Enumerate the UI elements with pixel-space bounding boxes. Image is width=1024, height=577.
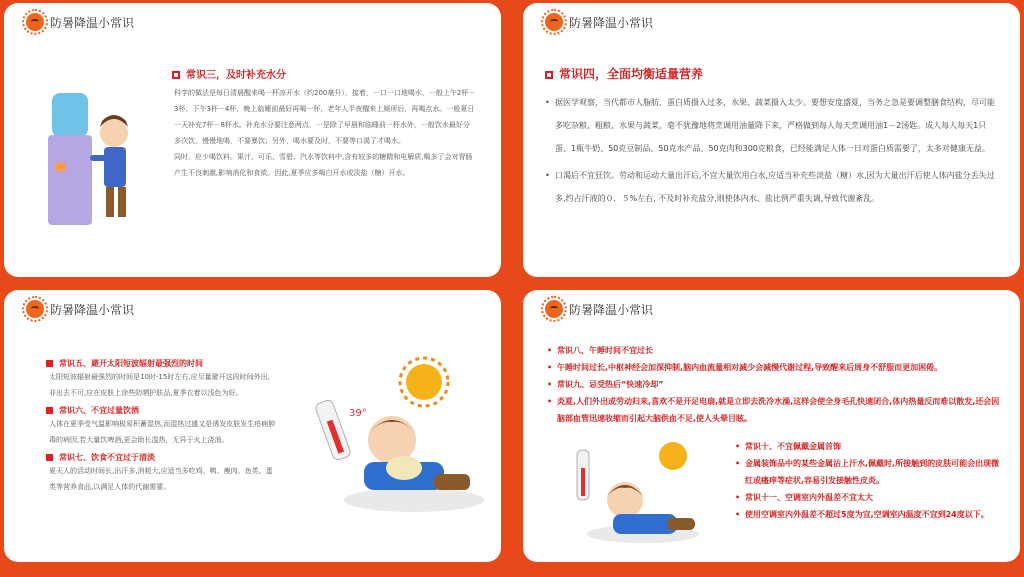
slide-header [26, 13, 134, 31]
slide-4[interactable] [523, 290, 1020, 562]
sleeping-boy-illustration [304, 350, 484, 520]
sun-icon [26, 13, 44, 31]
slide-header [26, 300, 134, 318]
slide-header [545, 300, 653, 318]
title-marker-icon [172, 71, 180, 79]
list-item: • 常识十、不宜佩戴金属首饰 [735, 438, 1003, 455]
section-title: 常识七、饮食不宜过于清淡 [46, 452, 276, 463]
sun-icon [26, 300, 44, 318]
slide-bullet-list-bottom [735, 438, 1003, 523]
body-paragraph: 科学的做法是每日清晨醒来喝一杯凉开水（约200毫升），接着，一口一口地喝水，一般上午2杯－3杯，下午3杯－4杯，晚上临睡前最好再喝一杯，老年人半夜醒来上厕所后，再喝点水。一般夏日一天补充7杯－8杯水。补充水分要注意两点，一是除了早晨和临睡前一杯水外，一般饮水最好分多次饮，慢慢地喝，不要暴饮；另外，喝水要及时，不要等口渴了才喝水。 [174, 89, 476, 145]
section-title: 常识五、避开太阳短波辐射最强烈的时间 [46, 358, 276, 369]
list-item: • 常识十一、空调室内外温差不宜太大 [735, 489, 1003, 506]
thermometer-label: 39° [349, 408, 367, 419]
water-dispenser-illustration [34, 83, 154, 233]
list-item: • 常识八、午睡时间不宜过长 [547, 342, 1007, 359]
slide-bullet-list-top [547, 342, 1007, 427]
sun-icon [545, 13, 563, 31]
slide-1[interactable] [4, 3, 501, 277]
list-item: • 常识九、忌受热后“快速冷却” [547, 376, 1007, 393]
section-text: 太阳短波辐射最强烈的时间是10时-15时左右,应尽量避开这段时间外出,非出去不可,应在皮肤上涂些防晒护肤品,夏季衣着以浅色为好。 [49, 373, 270, 397]
title-marker-icon [545, 71, 553, 79]
slide-title: 常识三，及时补充水分 [172, 66, 286, 81]
header-title: 防暑降温小常识 [50, 15, 135, 30]
slide-2[interactable] [523, 3, 1020, 277]
header-title: 防暑降温小常识 [569, 15, 654, 30]
section-text: 夏天人的活动时间长,出汗多,消耗大,应适当多吃鸡、鸭、瘦肉、鱼类、蛋类等营养食品,以满足人体的代谢需要。 [49, 467, 273, 491]
slide-body [174, 85, 476, 181]
body-paragraph: 同时，应少喝饮料。果汁、可乐、雪碧、汽水等饮料中,含有较多的糖精和电解质,喝多了会对胃肠产生不良刺激,影响消化和食欲。因此,夏季应多喝白开水或淡盐（糖）开水。 [174, 153, 473, 177]
header-title: 防暑降温小常识 [569, 302, 654, 317]
list-item: • 使用空调室内外温差不超过5度为宜,空调室内温度不宜到24度以下。 [735, 506, 1003, 523]
slide-body [46, 358, 276, 495]
slide-bullet-list [545, 91, 995, 210]
section-title: 常识六、不宜过量饮酒 [46, 405, 276, 416]
header-title: 防暑降温小常识 [50, 302, 135, 317]
slide-title: 常识四，全面均衡适量营养 [545, 65, 703, 82]
sleeping-boy-illustration-small [563, 430, 703, 550]
list-item: • 口渴后不宜狂饮。劳动和运动大量出汗后,不宜大量饮用白水,应适当补充些淡盐（糖）水,因为大量出汗后使人体内盐分丢失过多,约占汗液的０．５%左右, 不及时补充盐分,则使体内水、盐比例严重失调,导致代谢紊乱。 [545, 164, 995, 210]
list-item: • 炎夏,人们外出或劳动归来,喜欢不是开足电扇,就是立即去洗冷水澡,这样会使全身毛孔快速闭合,体内热量反而难以散发,还会因脑部血管迅速收缩而引起大脑供血不足,使人头晕目眩。 [547, 393, 1007, 427]
slide-3[interactable] [4, 290, 501, 562]
slide-header [545, 13, 653, 31]
sun-icon [545, 300, 563, 318]
list-item: • 午睡时间过长,中枢神经会加深抑制,脑内血流量相对减少会减慢代谢过程,导致醒来后周身不舒服而更加困倦。 [547, 359, 1007, 376]
list-item: • 金属装饰品中的某些金属沾上汗水,佩戴时,所接触到的皮肤可能会出现微红或瘙痒等症状,容易引发接触性皮炎。 [735, 455, 1003, 489]
list-item: • 据医学观察，当代都市人脂肪、蛋白质摄入过多，水果、蔬菜摄入太少。要想安度盛夏，当务之急是要调整膳食结构，尽可能多吃杂粮、粗粮、水果与蔬菜，毫不犹豫地将烹调用油量降下来，严格做到每人每天烹调用油1－2汤匙。成人每人每天1只蛋、1瓶牛奶、50克豆制品、50克水产品、50克肉和300克粮食，已经能满足人体一日对蛋白质需要了，太多对健康无益。 [545, 91, 995, 160]
section-text: 人体在夏季受气温影响极易积蓄湿热,而湿热过盛又是诱发皮肤发生疮痈肿毒的病因,若大量饮啤酒,更会助长湿热，无异于火上浇油。 [49, 420, 276, 444]
